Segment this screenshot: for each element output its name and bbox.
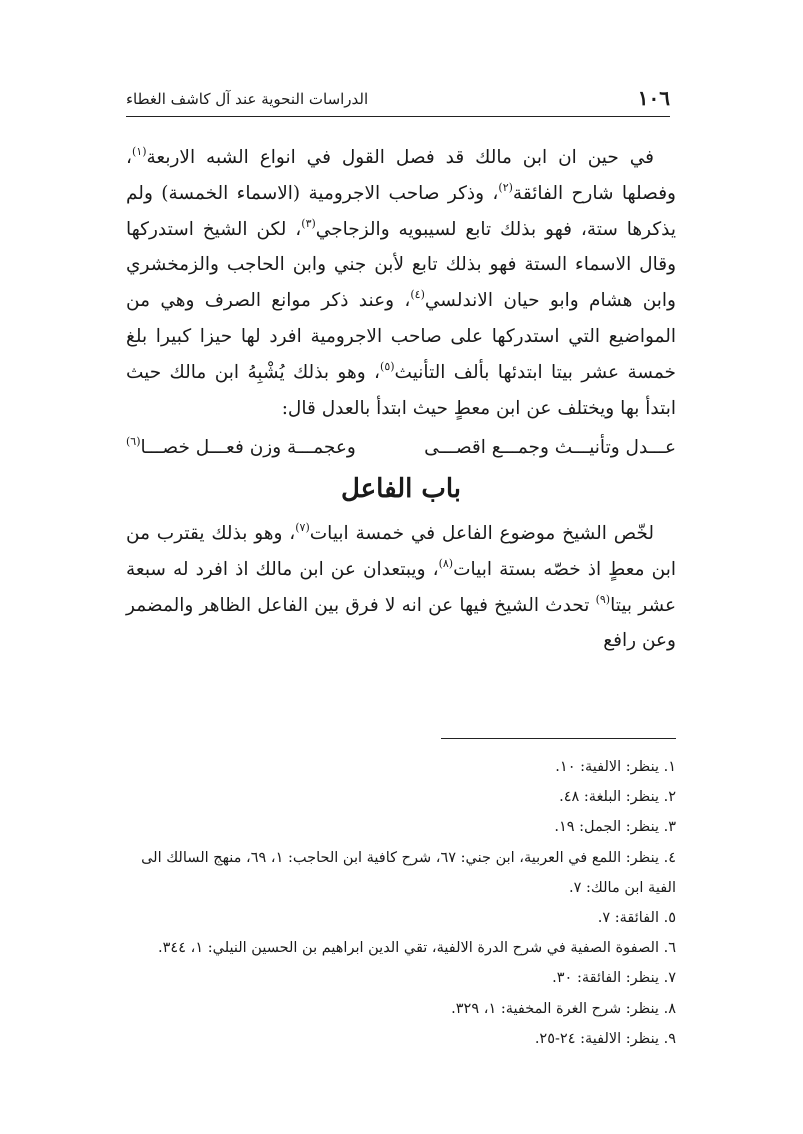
poetry-verse: [126, 430, 676, 466]
text-run: ، ويبتعدان عن ابن مالك اذ افرد له سبعة عشر بيتا: [126, 558, 676, 616]
running-title: الدراسات النحوية عند آل كاشف الغطاء: [126, 90, 369, 108]
text-run: ، وهو بذلك يُشْبِهُ ابن مالك حيث ابتدأ بها ويختلف عن ابن معطٍ حيث ابتدأ بالعدل قال:: [126, 361, 676, 419]
footnote-ref: (٣): [301, 216, 316, 230]
verse-second-hemistich-wrap: [126, 430, 356, 466]
footnote-ref: (٤): [410, 288, 425, 302]
verse-second-hemistich: وعجمـــة وزن فعـــل خصـــا: [140, 437, 356, 459]
footnote-ref: (٧): [295, 520, 310, 534]
footnote-ref: (٦): [126, 435, 141, 449]
paragraph-1: [126, 140, 676, 426]
main-text: [126, 140, 676, 659]
section-heading: باب الفاعل: [340, 474, 462, 505]
page-header: [126, 82, 670, 117]
footnote: ٤. ينظر: اللمع في العربية، ابن جني: ٦٧، شرح كافية ابن الحاجب: ١، ٦٩، منهج السالك الى الفية ابن مالك: ٧.: [141, 849, 676, 896]
footnote-ref: (٩): [595, 592, 611, 606]
text-run: ، وهو بذلك يقترب من ابن معطٍ اذ خصّه بستة ابيات: [126, 522, 676, 580]
footnote: ٥. الفائقة: ٧.: [597, 910, 676, 927]
footnotes: [120, 752, 676, 1054]
verse-first-hemistich: عـــدل وتأنيـــث وجمـــع اقصـــى: [424, 437, 676, 459]
text-run: لخّص الشيخ موضوع الفاعل في خمسة ابيات: [309, 522, 654, 544]
footnote-ref: (٨): [438, 556, 454, 570]
text-run: ، لكن الشيخ استدركها وقال الاسماء الستة فهو بذلك تابع لأبن جني وابن الحاجب والزمخشري وابن هشام وابو حيان الاندلسي: [126, 218, 676, 312]
page-number: ١٠٦: [637, 86, 670, 110]
text-run: ، وعند ذكر موانع الصرف وهي من المواضيع التي استدركها على صاحب الاجرومية افرد لها حيزا كبيرا بلغ خمسة عشر بيتا ابتدئها بألف التأنيث: [126, 290, 676, 383]
text-run: ، وفصلها شارح الفائقة: [126, 147, 676, 204]
footnote: ٦. الصفوة الصفية في شرح الدرة الالفية، تقي الدين ابراهيم بن الحسين النيلي: ١، ٣٤٤.: [158, 940, 676, 957]
text-run: تحدث الشيخ فيها عن انه لا فرق بين الفاعل الظاهر والمضمر وعن رافع: [126, 594, 676, 652]
footnote: ١. ينظر: الالفية: ١٠.: [555, 759, 676, 775]
footnote-ref: (٥): [380, 359, 395, 373]
footnote-ref: (٢): [498, 180, 513, 194]
paragraph-2: [126, 516, 676, 659]
footnote: ٩. ينظر: الالفية: ٢٤-٢٥.: [534, 1030, 676, 1047]
footnote: ٧. ينظر: الفائقة: ٣٠.: [552, 970, 676, 987]
footnote: ٢. ينظر: البلغة: ٤٨.: [559, 789, 676, 806]
text-run: في حين ان ابن مالك قد فصل القول في انواع الشبه الاربعة: [146, 147, 654, 168]
footnote: ٣. ينظر: الجمل: ١٩.: [554, 819, 676, 836]
footnote-ref: (١): [131, 145, 147, 158]
footnote: ٨. ينظر: شرح الغرة المخفية: ١، ٣٢٩.: [451, 1000, 676, 1017]
footnote-separator: [441, 738, 676, 739]
text-run: ، وذكر صاحب الاجرومية (الاسماء الخمسة) ولم يذكرها ستة، فهو بذلك تابع لسيبويه والزجاجي: [126, 182, 676, 240]
